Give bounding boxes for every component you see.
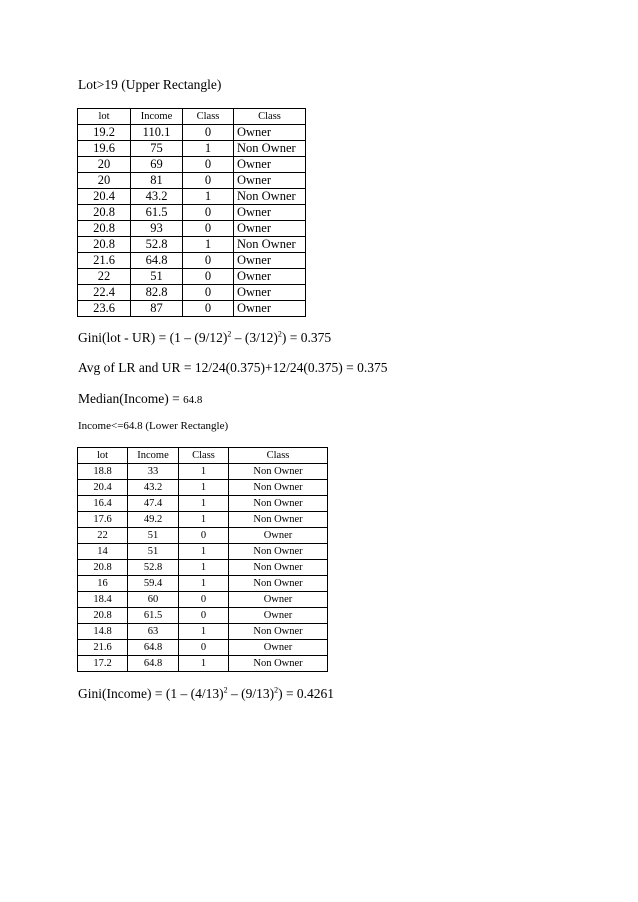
table-row [78,592,328,608]
table-row [78,528,328,544]
table-row [78,608,328,624]
cell-lot: 20.8 [78,608,128,624]
cell-lot: 16.4 [78,496,128,512]
cell-lot: 20 [78,157,131,173]
header-lot: lot [78,448,128,464]
cell-income: 110.1 [131,125,183,141]
cell-lot: 20.8 [78,237,131,253]
cell-income: 51 [128,544,179,560]
cell-income: 51 [128,528,179,544]
cell-class-label: Owner [229,608,328,624]
cell-class-label: Owner [234,205,306,221]
cell-class-label: Non Owner [229,624,328,640]
cell-lot: 17.6 [78,512,128,528]
cell-class-label: Non Owner [229,560,328,576]
table-row [78,544,328,560]
cell-lot: 20 [78,173,131,189]
cell-class-label: Owner [229,592,328,608]
cell-class-code: 1 [179,576,229,592]
table-header-row [78,109,306,125]
cell-class-label: Non Owner [229,512,328,528]
cell-class-code: 1 [179,464,229,480]
cell-class-code: 0 [183,253,234,269]
cell-class-code: 1 [183,237,234,253]
table-row [78,464,328,480]
cell-class-label: Owner [234,125,306,141]
header-income: Income [128,448,179,464]
header-class-label: Class [234,109,306,125]
cell-class-label: Non Owner [234,237,306,253]
cell-class-code: 0 [183,269,234,285]
median-income-line [78,390,202,408]
upper-rectangle-rows [78,125,306,317]
formula-part: – (9/13) [227,686,275,701]
cell-class-code: 0 [183,285,234,301]
cell-lot: 20.4 [78,480,128,496]
gini-lot-formula [78,330,331,346]
cell-lot: 16 [78,576,128,592]
median-value: 64.8 [183,394,203,406]
table-row [78,560,328,576]
cell-class-label: Owner [234,221,306,237]
header-class-label: Class [229,448,328,464]
lower-rectangle-table [77,447,328,672]
cell-class-label: Owner [234,157,306,173]
table-row [78,141,306,157]
cell-class-code: 1 [179,656,229,672]
formula-exponent: 2 [227,329,232,339]
table-row [78,624,328,640]
cell-lot: 14.8 [78,624,128,640]
cell-class-code: 1 [183,189,234,205]
cell-class-code: 1 [179,496,229,512]
cell-income: 52.8 [128,560,179,576]
table-row [78,496,328,512]
upper-rectangle-heading: Lot>19 (Upper Rectangle) [78,77,222,92]
cell-income: 49.2 [128,512,179,528]
formula-part: – (3/12) [231,330,278,345]
cell-lot: 20.8 [78,221,131,237]
table-row [78,237,306,253]
table-row [78,576,328,592]
cell-lot: 19.2 [78,125,131,141]
cell-lot: 20.8 [78,205,131,221]
cell-class-code: 0 [179,640,229,656]
formula-part: ) = 0.4261 [278,686,335,701]
cell-class-label: Owner [229,528,328,544]
median-label: Median(Income) = [78,391,184,406]
cell-income: 61.5 [128,608,179,624]
cell-class-code: 0 [183,301,234,317]
table-row [78,125,306,141]
formula-exponent: 2 [277,329,282,339]
header-class-code: Class [179,448,229,464]
cell-income: 75 [131,141,183,157]
cell-class-code: 1 [179,544,229,560]
lower-rectangle-heading: Income<=64.8 (Lower Rectangle) [78,420,229,432]
cell-income: 93 [131,221,183,237]
header-lot: lot [78,109,131,125]
cell-income: 47.4 [128,496,179,512]
table-header-row [78,448,328,464]
cell-class-label: Non Owner [234,189,306,205]
table-row [78,157,306,173]
table-row [78,285,306,301]
table-row [78,253,306,269]
table-row [78,205,306,221]
cell-class-label: Non Owner [229,480,328,496]
cell-lot: 18.4 [78,592,128,608]
table-row [78,173,306,189]
cell-class-label: Non Owner [229,496,328,512]
cell-class-code: 0 [183,221,234,237]
cell-class-label: Owner [229,640,328,656]
cell-class-code: 1 [179,560,229,576]
cell-income: 87 [131,301,183,317]
cell-lot: 21.6 [78,253,131,269]
lower-rectangle-rows [78,464,328,672]
cell-class-code: 0 [179,528,229,544]
cell-class-label: Owner [234,269,306,285]
cell-income: 59.4 [128,576,179,592]
cell-income: 33 [128,464,179,480]
table-row [78,512,328,528]
formula-part: Gini(lot - UR) = (1 – (9/12) [78,330,228,345]
cell-income: 63 [128,624,179,640]
table-row [78,301,306,317]
cell-lot: 20.4 [78,189,131,205]
cell-income: 64.8 [131,253,183,269]
cell-income: 64.8 [128,656,179,672]
cell-class-code: 0 [183,173,234,189]
cell-lot: 17.2 [78,656,128,672]
table-row [78,656,328,672]
cell-class-label: Owner [234,301,306,317]
cell-lot: 22.4 [78,285,131,301]
cell-lot: 20.8 [78,560,128,576]
header-income: Income [131,109,183,125]
cell-class-label: Owner [234,253,306,269]
cell-income: 60 [128,592,179,608]
cell-class-code: 1 [183,141,234,157]
cell-class-code: 1 [179,512,229,528]
cell-class-label: Owner [234,173,306,189]
cell-income: 81 [131,173,183,189]
cell-class-label: Non Owner [229,576,328,592]
cell-class-label: Non Owner [229,464,328,480]
cell-lot: 21.6 [78,640,128,656]
formula-exponent: 2 [274,685,279,695]
cell-class-code: 0 [179,592,229,608]
cell-income: 51 [131,269,183,285]
formula-part: Gini(Income) = (1 – (4/13) [78,686,224,701]
cell-income: 82.8 [131,285,183,301]
cell-lot: 19.6 [78,141,131,157]
cell-lot: 23.6 [78,301,131,317]
cell-lot: 18.8 [78,464,128,480]
table-row [78,189,306,205]
cell-class-code: 1 [179,624,229,640]
gini-income-formula [78,686,334,702]
cell-income: 43.2 [131,189,183,205]
cell-income: 43.2 [128,480,179,496]
table-row [78,480,328,496]
cell-income: 69 [131,157,183,173]
cell-class-code: 0 [183,157,234,173]
cell-class-code: 0 [183,205,234,221]
cell-class-code: 0 [179,608,229,624]
cell-class-code: 0 [183,125,234,141]
cell-lot: 22 [78,528,128,544]
cell-class-code: 1 [179,480,229,496]
cell-class-label: Non Owner [229,544,328,560]
cell-lot: 14 [78,544,128,560]
table-row [78,269,306,285]
table-row [78,221,306,237]
upper-rectangle-table [77,108,306,317]
table-row [78,640,328,656]
average-gini-line: Avg of LR and UR = 12/24(0.375)+12/24(0.375) = 0.375 [78,360,388,375]
header-class-code: Class [183,109,234,125]
cell-income: 64.8 [128,640,179,656]
cell-class-label: Non Owner [234,141,306,157]
cell-lot: 22 [78,269,131,285]
cell-income: 61.5 [131,205,183,221]
cell-class-label: Owner [234,285,306,301]
cell-class-label: Non Owner [229,656,328,672]
formula-part: ) = 0.375 [281,330,332,345]
formula-exponent: 2 [223,685,228,695]
cell-income: 52.8 [131,237,183,253]
